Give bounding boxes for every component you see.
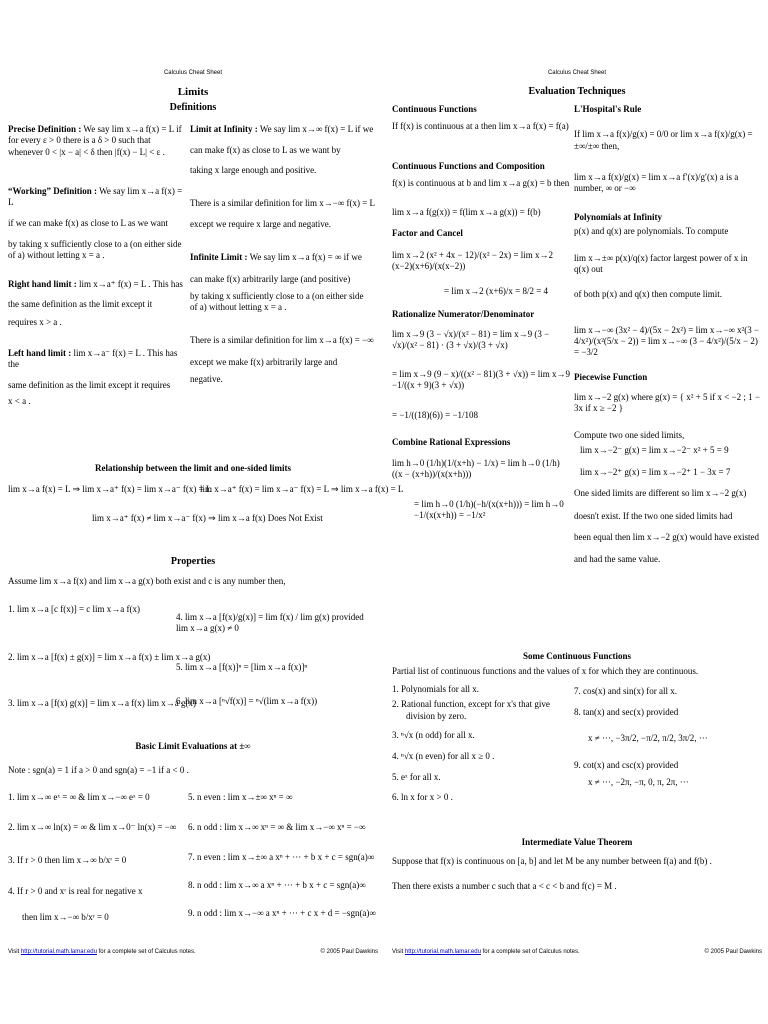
piecewise-text-2: One sided limits are different so lim x→−2 g(x) bbox=[574, 487, 747, 498]
property-1: 1. lim x→a [c f(x)] = c lim x→a f(x) bbox=[8, 604, 141, 614]
piecewise-text-4: been equal then lim x→−2 g(x) would have existed bbox=[574, 532, 760, 543]
infinite-line-3: by taking x sufficiently close to a (on either side bbox=[190, 290, 364, 301]
composition-eq: lim x→a f(g(x)) = f(lim x→a g(x)) = f(b) bbox=[392, 207, 541, 217]
piecewise-text-5: and had the same value. bbox=[574, 553, 661, 564]
property-5: 5. lim x→a [f(x)]ⁿ = [lim x→a f(x)]ⁿ bbox=[176, 662, 308, 672]
infinite-line-2: can make f(x) arbitrarily large (and positive) bbox=[190, 273, 351, 284]
cont-item-9-cont: x ≠ ···, −2π, −π, 0, π, 2π, ··· bbox=[588, 777, 689, 787]
cont-item-4: 4. ⁿ√x (n even) for all x ≥ 0 . bbox=[392, 751, 495, 761]
ivt-line-1: Suppose that f(x) is continuous on [a, b] and let M be any number between f(a) and f(b) . bbox=[392, 856, 712, 866]
definitions-heading: Definitions bbox=[169, 102, 217, 113]
footer-copyright: © 2005 Paul Dawkins bbox=[320, 949, 378, 955]
definitions-col-left bbox=[8, 124, 186, 415]
left-limit-line-2: same definition as the limit except it requires bbox=[8, 380, 171, 391]
neg-infinite-line-3: negative. bbox=[190, 373, 223, 384]
footer-prefix: Visit bbox=[392, 949, 405, 955]
ivt-line-2: Then there exists a number c such that a < c < b and f(c) = M . bbox=[392, 881, 617, 891]
right-page bbox=[392, 0, 762, 1024]
footer-link[interactable]: http://tutorial.math.lamar.edu bbox=[20, 949, 97, 955]
polynomials-text-1: p(x) and q(x) are polynomials. To compute bbox=[574, 225, 729, 236]
right-limit-title: Right hand limit : bbox=[8, 279, 77, 289]
neg-infinite-limit bbox=[190, 335, 376, 385]
left-hand-limit bbox=[8, 348, 186, 407]
right-hand-limit bbox=[8, 279, 186, 328]
left-limit-line-3: x < a . bbox=[8, 395, 31, 406]
piecewise-eq-1: lim x→−2⁻ g(x) = lim x→−2⁻ x² + 5 = 9 bbox=[580, 445, 729, 456]
cont-item-8-cont: x ≠ ···, −3π/2, −π/2, π/2, 3π/2, ··· bbox=[588, 732, 708, 743]
infinity-line-1: We say lim x→∞ f(x) = L if we bbox=[259, 124, 374, 134]
rationalize-eq-3: = −1/((18)(6)) = −1/108 bbox=[392, 409, 479, 420]
working-line-1: We say lim x→a f(x) = L bbox=[8, 185, 183, 207]
left-page bbox=[8, 0, 404, 1024]
cont-item-7: 7. cos(x) and sin(x) for all x. bbox=[574, 686, 677, 696]
lhospital-text-1: If lim x→a f(x)/g(x) = 0/0 or lim x→a f(x)/g(x) = ±∞/±∞ then, bbox=[574, 129, 753, 151]
basic-item-2: 2. lim x→∞ ln(x) = ∞ & lim x→0⁻ ln(x) = −∞ bbox=[8, 822, 177, 832]
combine-eq-2: = lim h→0 (1/h)(−h/(x(x+h))) = lim h→0 −1/(x(x+h)) = −1/x² bbox=[414, 498, 564, 520]
working-title: “Working” Definition : bbox=[8, 185, 98, 196]
neg-infinite-line-2: except we make f(x) arbitrarily large and bbox=[190, 356, 338, 367]
piecewise-heading: Piecewise Function bbox=[574, 372, 648, 383]
polynomials-eq: lim x→−∞ (3x² − 4)/(5x − 2x²) = lim x→−∞ x²(3 − 4/x²)/(x²(5/x − 2)) = lim x→−∞ (3 − 4/x²)/(5/x − 2) = −3/2 bbox=[574, 324, 760, 357]
left-limit-title: Left hand limit : bbox=[8, 347, 72, 358]
working-definition bbox=[8, 186, 186, 261]
cont-item-5: 5. eˣ for all x. bbox=[392, 772, 441, 783]
definitions-col-right bbox=[190, 124, 376, 393]
neg-infinity-line-1: There is a similar definition for lim x→−∞ f(x) = L bbox=[190, 197, 376, 208]
composition-heading: Continuous Functions and Composition bbox=[392, 160, 545, 171]
cont-item-3: 3. ⁿ√x (n odd) for all x. bbox=[392, 729, 475, 740]
footer-copyright: © 2005 Paul Dawkins bbox=[704, 949, 762, 955]
relationship-heading: Relationship between the limit and one-sided limits bbox=[94, 463, 291, 473]
continuous-list-right bbox=[574, 686, 760, 788]
continuous-list-left bbox=[392, 684, 570, 803]
infinity-title: Limit at Infinity : bbox=[190, 124, 258, 134]
page-header: Calculus Cheat Sheet bbox=[547, 70, 607, 76]
evaluation-col-left bbox=[392, 104, 570, 521]
basic-item-1: 1. lim x→∞ eˣ = ∞ & lim x→−∞ eˣ = 0 bbox=[8, 792, 150, 802]
limit-at-infinity bbox=[190, 124, 376, 176]
rationalize-eq-1: lim x→9 (3 − √x)/(x² − 81) = lim x→9 (3 − √x)/(x² − 81) · (3 + √x)/(3 + √x) bbox=[392, 328, 550, 350]
precise-line-3: whenever 0 < |x − a| < δ then |f(x) − L| < ε . bbox=[8, 146, 165, 157]
polynomials-text-3: of both p(x) and q(x) then compute limit. bbox=[574, 289, 722, 300]
infinite-line-4: of a) without letting x = a . bbox=[190, 302, 287, 312]
infinite-limit bbox=[190, 252, 376, 313]
right-limit-line-1: lim x→a⁺ f(x) = L . This has bbox=[79, 279, 183, 289]
continuous-heading: Continuous Functions bbox=[392, 104, 477, 114]
precise-line-1: We say lim x→a f(x) = L if bbox=[83, 124, 182, 134]
evaluation-col-right bbox=[574, 104, 760, 565]
basic-heading: Basic Limit Evaluations at ±∞ bbox=[135, 741, 251, 751]
precise-title: Precise Definition : bbox=[8, 124, 82, 134]
basic-item-3: 3. If r > 0 then lim x→∞ b/xʳ = 0 bbox=[8, 855, 127, 865]
neg-infinity-line-2: except we require x large and negative. bbox=[190, 219, 332, 229]
properties-heading: Properties bbox=[170, 556, 216, 567]
factor-eq-2: = lim x→2 (x+6)/x = 8/2 = 4 bbox=[444, 286, 549, 296]
composition-text: f(x) is continuous at b and lim x→a g(x) = b then bbox=[392, 177, 570, 188]
polynomials-heading: Polynomials at Infinity bbox=[574, 212, 663, 223]
neg-infinity-definition bbox=[190, 198, 376, 231]
page-footer bbox=[392, 949, 762, 957]
limits-title: Limits bbox=[177, 86, 209, 98]
cont-item-6: 6. ln x for x > 0 . bbox=[392, 791, 453, 802]
basic-note: Note : sgn(a) = 1 if a > 0 and sgn(a) = −1 if a < 0 . bbox=[8, 765, 189, 775]
relationship-eq-1: lim x→a f(x) = L ⇒ lim x→a⁺ f(x) = lim x→a⁻ f(x) = L bbox=[8, 484, 212, 494]
infinity-line-2: can make f(x) as close to L as we want by bbox=[190, 145, 341, 156]
right-limit-line-2: the same definition as the limit except it bbox=[8, 299, 153, 310]
relationship-eq-2: lim x→a⁺ f(x) = lim x→a⁻ f(x) = L ⇒ lim x→a f(x) = L bbox=[200, 484, 404, 494]
footer-prefix: Visit bbox=[8, 949, 21, 955]
factor-heading: Factor and Cancel bbox=[392, 228, 463, 239]
rationalize-heading: Rationalize Numerator/Denominator bbox=[392, 309, 535, 320]
cont-item-9: 9. cot(x) and csc(x) provided bbox=[574, 759, 679, 770]
rationalize-eq-2: = lim x→9 (9 − x)/((x² − 81)(3 + √x)) = lim x→9 −1/((x + 9)(3 + √x)) bbox=[392, 369, 570, 391]
factor-eq-1: lim x→2 (x² + 4x − 12)/(x² − 2x) = lim x→2 (x−2)(x+6)/(x(x−2)) bbox=[392, 249, 553, 271]
basic-item-4-cont: then lim x→−∞ b/xʳ = 0 bbox=[22, 912, 109, 922]
infinite-title: Infinite Limit : bbox=[190, 252, 248, 263]
combine-heading: Combine Rational Expressions bbox=[392, 436, 511, 447]
ivt-heading: Intermediate Value Theorem bbox=[521, 837, 633, 847]
property-3: 3. lim x→a [f(x) g(x)] = lim x→a f(x) lim x→a g(x) bbox=[8, 698, 197, 708]
relationship-eq-3: lim x→a⁺ f(x) ≠ lim x→a⁻ f(x) ⇒ lim x→a f(x) Does Not Exist bbox=[92, 513, 323, 523]
page-header: Calculus Cheat Sheet bbox=[163, 70, 223, 76]
infinity-line-3: taking x large enough and positive. bbox=[190, 164, 317, 175]
lhospital-heading: L'Hospital's Rule bbox=[574, 104, 642, 114]
page-footer bbox=[8, 949, 378, 957]
basic-item-9: 9. n odd : lim x→−∞ a xⁿ + ··· + c x + d = −sgn(a)∞ bbox=[188, 908, 376, 918]
left-limit-line-1: lim x→a⁻ f(x) = L . This has the bbox=[8, 347, 178, 369]
footer-suffix: for a complete set of Calculus notes. bbox=[96, 949, 196, 955]
continuous-text: If f(x) is continuous at a then lim x→a f(x) = f(a) bbox=[392, 121, 569, 132]
cont-item-1: 1. Polynomials for all x. bbox=[392, 684, 479, 694]
continuous-list-intro: Partial list of continuous functions and the values of x for which they are continuous. bbox=[392, 666, 699, 676]
basic-item-5: 5. n even : lim x→±∞ xⁿ = ∞ bbox=[188, 792, 293, 802]
precise-definition bbox=[8, 124, 186, 158]
piecewise-def: lim x→−2 g(x) where g(x) = { x² + 5 if x < −2 ; 1 − 3x if x ≥ −2 } bbox=[574, 391, 760, 413]
basic-item-8: 8. n odd : lim x→∞ a xⁿ + ··· + b x + c = sgn(a)∞ bbox=[188, 880, 366, 890]
evaluation-title: Evaluation Techniques bbox=[528, 86, 626, 97]
basic-item-6: 6. n odd : lim x→∞ xⁿ = ∞ & lim x→−∞ xⁿ = −∞ bbox=[188, 822, 366, 832]
footer-link[interactable]: http://tutorial.math.lamar.edu bbox=[404, 949, 481, 955]
properties-intro: Assume lim x→a f(x) and lim x→a g(x) both exist and c is any number then, bbox=[8, 576, 286, 586]
footer-suffix: for a complete set of Calculus notes. bbox=[480, 949, 580, 955]
cont-item-8: 8. tan(x) and sec(x) provided bbox=[574, 707, 679, 718]
property-4: 4. lim x→a [f(x)/g(x)] = lim f(x) / lim g(x) provided lim x→a g(x) ≠ 0 bbox=[176, 612, 364, 634]
working-line-3: by taking x sufficiently close to a (on either side bbox=[8, 238, 182, 249]
working-line-4: of a) without letting x = a . bbox=[8, 249, 105, 260]
piecewise-text-3: doesn't exist. If the two one sided limits had bbox=[574, 511, 733, 521]
property-6: 6. lim x→a [ⁿ√f(x)] = ⁿ√(lim x→a f(x)) bbox=[176, 696, 318, 706]
piecewise-text-1: Compute two one sided limits, bbox=[574, 430, 685, 440]
combine-eq-1: lim h→0 (1/h)(1/(x+h) − 1/x) = lim h→0 (1/h)((x − (x+h))/(x(x+h))) bbox=[392, 458, 560, 480]
basic-item-4: 4. If r > 0 and xʳ is real for negative x bbox=[8, 886, 143, 896]
property-2: 2. lim x→a [f(x) ± g(x)] = lim x→a f(x) ± lim x→a g(x) bbox=[8, 652, 211, 662]
infinite-line-1: We say lim x→a f(x) = ∞ if we bbox=[249, 252, 362, 263]
continuous-list-heading: Some Continuous Functions bbox=[522, 651, 632, 661]
piecewise-eq-2: lim x→−2⁺ g(x) = lim x→−2⁺ 1 − 3x = 7 bbox=[580, 466, 731, 477]
cont-item-2-cont: division by zero. bbox=[406, 710, 467, 721]
neg-infinite-line-1: There is a similar definition for lim x→a f(x) = −∞ bbox=[190, 335, 374, 346]
precise-line-2: for every ε > 0 there is a δ > 0 such that bbox=[8, 135, 151, 146]
right-limit-line-3: requires x > a . bbox=[8, 316, 62, 327]
polynomials-text-2: lim x→±∞ p(x)/q(x) factor largest power of x in q(x) out bbox=[574, 252, 748, 274]
lhospital-text-2: lim x→a f(x)/g(x) = lim x→a f′(x)/g′(x) a is a number, ∞ or −∞ bbox=[574, 171, 739, 193]
cont-item-2: 2. Rational function, except for x's that give bbox=[392, 699, 550, 710]
basic-item-7: 7. n even : lim x→±∞ a xⁿ + ··· + b x + c = sgn(a)∞ bbox=[188, 852, 375, 862]
working-line-2: if we can make f(x) as close to L as we want bbox=[8, 218, 168, 229]
